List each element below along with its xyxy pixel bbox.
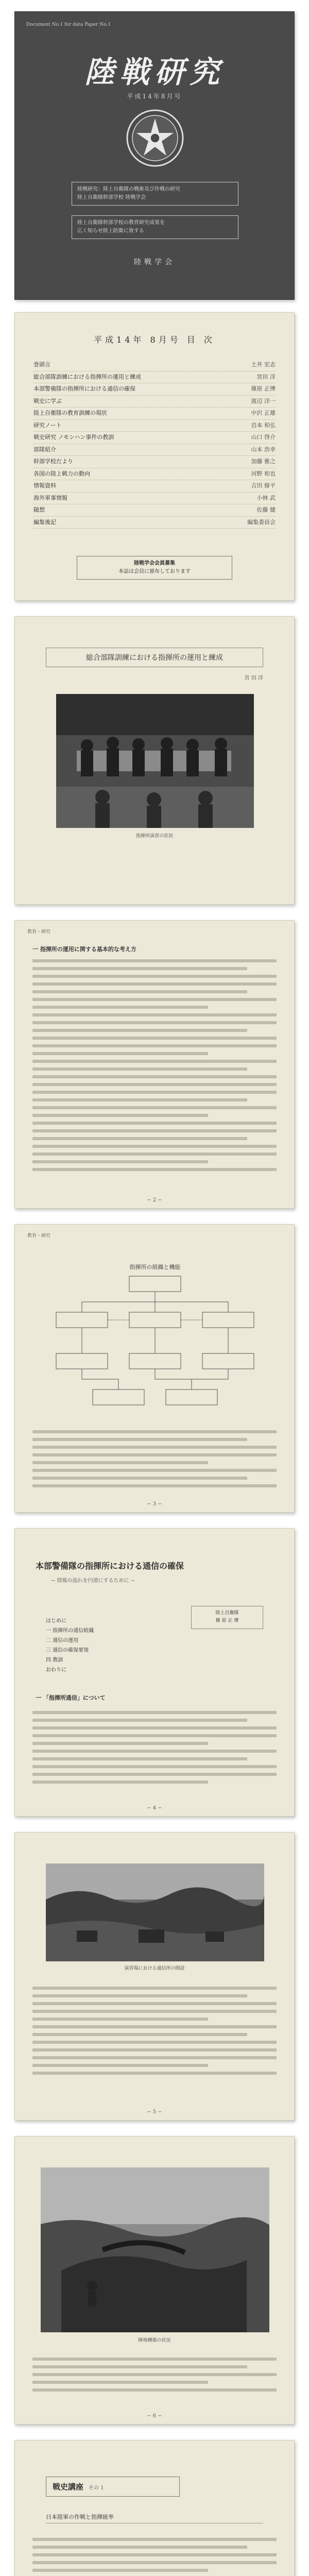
- page-number: − 3 −: [147, 1501, 162, 1507]
- text-body: [32, 1426, 277, 1492]
- toc-row[interactable]: 幹部学校だより 加藤 雅之: [33, 456, 276, 468]
- organization-diagram: [41, 1261, 269, 1415]
- article-photo-page: [14, 616, 295, 905]
- article-title: 総合部隊訓練における指揮所の運用と練成: [46, 648, 263, 667]
- photo-caption: 演習場における通信所の開設: [124, 1966, 185, 1971]
- membership-notice: 陸戦学会会員募集 本誌は会員に頒布しております: [77, 556, 232, 580]
- photo-caption: 指揮所演習の状況: [135, 834, 173, 839]
- meeting-photo: [56, 694, 254, 828]
- section-heading: 一 「指揮所通信」について: [36, 1694, 106, 1701]
- toc-row[interactable]: 巻頭言 土井 宏志: [33, 359, 276, 371]
- article-byline: 宮 田 洋: [244, 675, 263, 681]
- toc-row[interactable]: 編集後記 編集委員会: [33, 517, 276, 529]
- article-outline: はじめに 一 指揮所の通信組織 二 通信の運用 三 通信の確保要領 四 教訓 おわりに: [46, 1618, 94, 1673]
- cover-publisher: 陸戦学会: [134, 258, 175, 266]
- running-header: 教育・研究: [27, 1233, 51, 1239]
- toc-row[interactable]: 部隊紹介 山本 浩幸: [33, 444, 276, 456]
- emblem-icon: [124, 107, 186, 169]
- contents-page: [14, 312, 295, 601]
- text-body: [32, 1706, 277, 1788]
- text-page: [14, 920, 295, 1209]
- author-box: 陸上自衛隊 篠 原 正 博: [191, 1606, 263, 1629]
- text-body: [32, 2533, 277, 2576]
- toc-row[interactable]: 研究ノート 岩本 和弘: [33, 420, 276, 432]
- cover-issue: 平成14年8月号: [127, 93, 182, 100]
- diagram-page: [14, 1224, 295, 1513]
- position-photo: [41, 2167, 269, 2332]
- contents-heading: 平成14年 8月号 目 次: [94, 335, 215, 345]
- cover-top-note: Document No.1 for data Paper No.1: [26, 22, 111, 27]
- cover-page: [14, 11, 295, 300]
- page-number: − 6 −: [147, 2413, 162, 2419]
- page-number: − 2 −: [147, 1197, 162, 1203]
- field-photo: [46, 1863, 264, 1961]
- running-header: 教育・研究: [27, 929, 51, 935]
- photo-page: [14, 2136, 295, 2425]
- photo-page: [14, 1832, 295, 2121]
- diagram-caption: 指揮所の組織と機能: [129, 1264, 181, 1270]
- article-page: [14, 1528, 295, 1817]
- toc-row[interactable]: 情報資料 吉田 修平: [33, 480, 276, 493]
- section-heading: 一 指揮所の運用に関する基本的な考え方: [32, 946, 136, 953]
- text-body: [32, 1982, 277, 2079]
- table-of-contents: [33, 359, 276, 529]
- cover-title: 陸戦研究: [84, 55, 225, 90]
- article-title: 本部警備隊の指揮所における通信の確保: [36, 1561, 184, 1571]
- toc-row[interactable]: 海外軍事情報 小林 武: [33, 493, 276, 505]
- text-body: [32, 2353, 277, 2396]
- toc-row[interactable]: 戦史に学ぶ 渡辺 洋一: [33, 396, 276, 408]
- article-subtitle: − 情報の流れを円滑にするために −: [51, 1578, 135, 1584]
- toc-row[interactable]: 随想 佐藤 健: [33, 504, 276, 517]
- column-page: [14, 2440, 295, 2576]
- toc-row[interactable]: 戦史研究 ノモンハン事件の教訓 山口 啓介: [33, 432, 276, 444]
- toc-row[interactable]: 本部警備隊の指揮所における通信の確保 篠原 正博: [33, 383, 276, 396]
- toc-row[interactable]: 陸上自衛隊の教育訓練の現状 中沢 正雄: [33, 408, 276, 420]
- cover-info-box-2: 陸上自衛隊幹部学校の教育研究成果を 広く知らせ陸上防衛に資する: [72, 215, 238, 239]
- page-number: − 4 −: [147, 1805, 162, 1811]
- column-subtitle: 日本陸軍の作戦と指揮統率: [46, 2513, 263, 2523]
- cover-info-box-1: 陸戦研究：陸上自衛隊の戦術及び作戦の研究 陸上自衛隊幹部学校 陸戦学会: [72, 182, 238, 206]
- column-title-box: 戦史講座 その 1: [46, 2477, 180, 2497]
- toc-row[interactable]: 各国の陸上戦力の動向 河野 和也: [33, 468, 276, 481]
- toc-row[interactable]: 総合部隊訓練における指揮所の運用と練成 宮田 洋: [33, 371, 276, 384]
- photo-caption: 陣地構築の状況: [138, 2338, 171, 2343]
- page-number: − 5 −: [147, 2109, 162, 2115]
- text-body: [32, 941, 277, 1176]
